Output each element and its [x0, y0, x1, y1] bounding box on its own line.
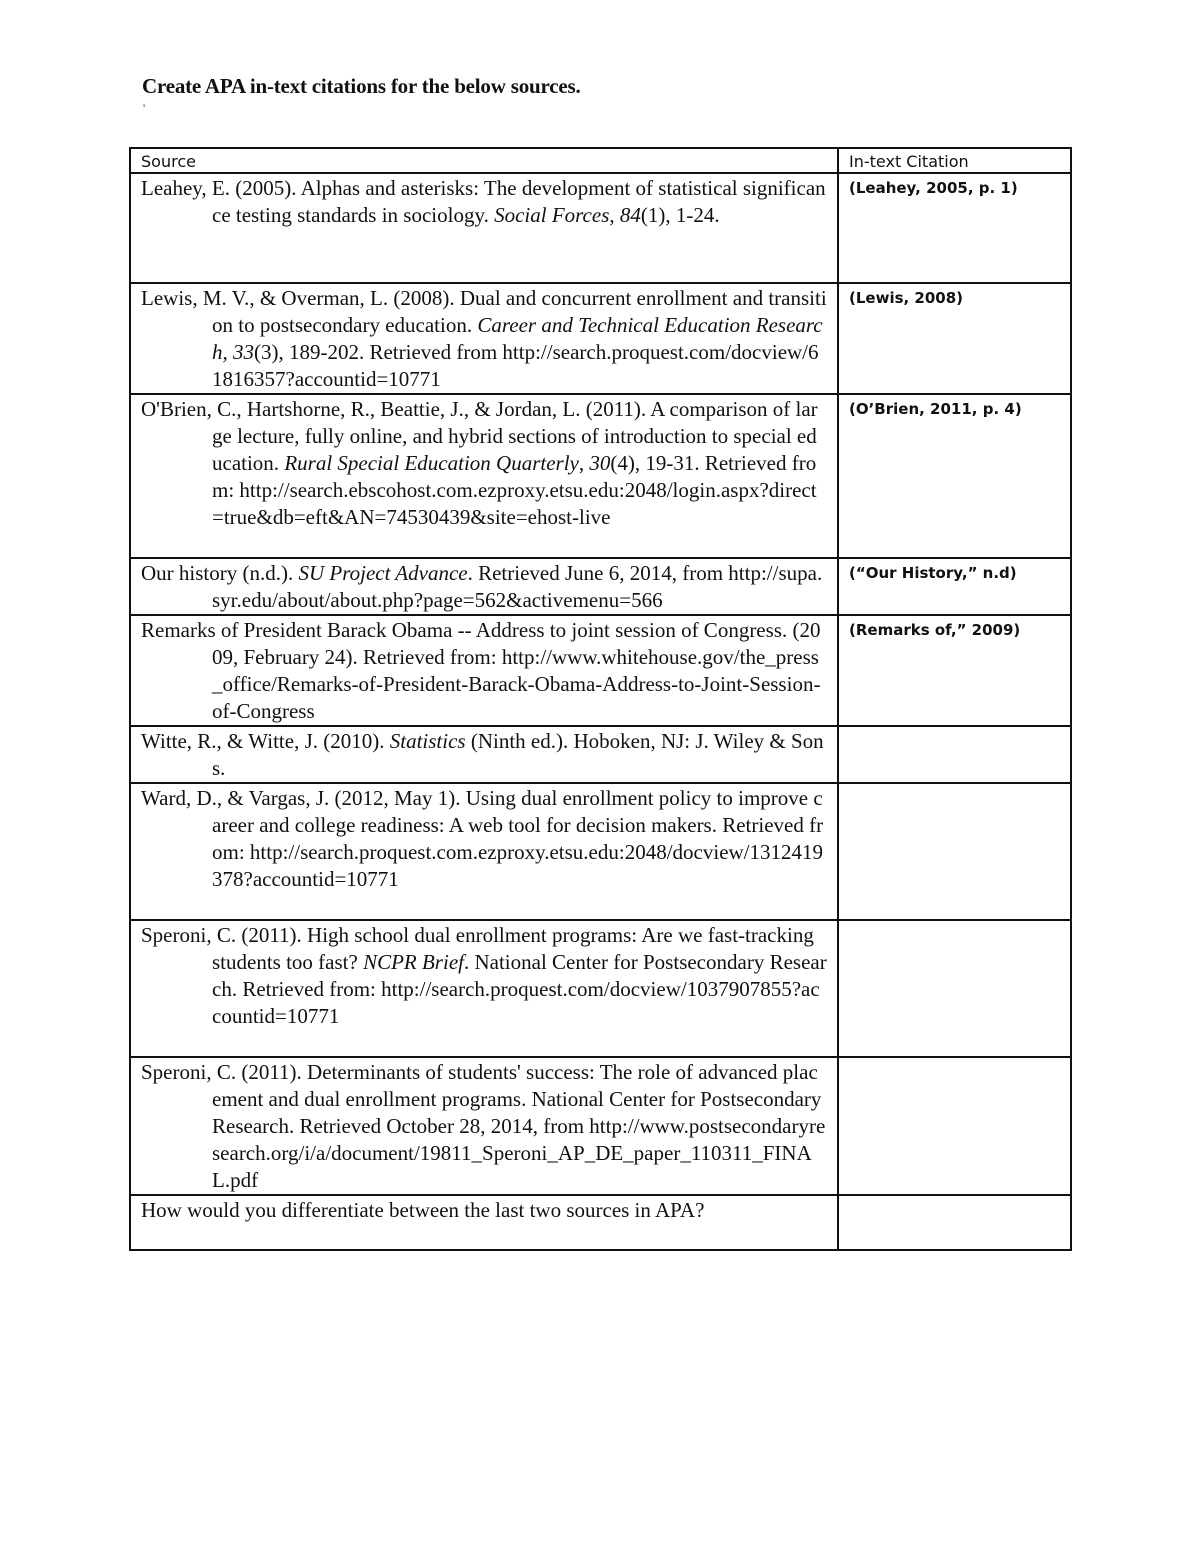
source-text: . National Center for Postsecondary Research. Retrieved from: http://search.proquest.com/docview/1037907855?accountid=10771 [212, 950, 827, 1028]
source-cell [130, 920, 838, 1057]
source-text: (4), 19-31. Retrieved from: http://search.ebscohost.com.ezproxy.etsu.edu:2048/login.aspx?direct=true&db=eft&AN=74530439&site=ehost-live [212, 451, 817, 529]
source-text: Our history (n.d.). [141, 561, 299, 585]
stray-mark: ' [143, 101, 146, 115]
header-source: Source [130, 148, 838, 173]
source-cell [130, 615, 838, 726]
source-text: . Retrieved June 6, 2014, from http://supa.syr.edu/about/about.php?page=562&activemenu=566 [212, 561, 823, 612]
source-text: Witte, R., & Witte, J. (2010). [141, 729, 390, 753]
source-cell [130, 558, 838, 615]
source-text: O'Brien, C., Hartshorne, R., Beattie, J., & Jordan, L. (2011). A comparison of large lecture, fully online, and hybrid sections of introduction to special education. [141, 397, 818, 475]
table-row [130, 173, 1071, 283]
source-text: Speroni, C. (2011). Determinants of students' success: The role of advanced placement and dual enrollment programs. National Center for Postsecondary Research. Retrieved October 28, 2014, from http://www.postsecondaryresearch.org/i/a/document/19811_Speroni_AP_DE_paper_110311_FINAL.pdf [141, 1060, 826, 1192]
source-text: , [609, 203, 620, 227]
source-text: (1), 1-24. [640, 203, 720, 227]
in-text-citation-cell[interactable] [838, 726, 1071, 783]
source-italic: NCPR Brief [363, 950, 464, 974]
source-text: Ward, D., & Vargas, J. (2012, May 1). Using dual enrollment policy to improve career and college readiness: A web tool for decision makers. Retrieved from: http://search.proquest.com.ezproxy.etsu.edu:2048/docview/1312419378?accountid=10771 [141, 786, 824, 891]
in-text-citation-cell[interactable] [838, 1195, 1071, 1250]
in-text-citation-cell[interactable]: (Remarks of,” 2009) [838, 615, 1071, 726]
source-text: , [578, 451, 590, 475]
table-row [130, 920, 1071, 1057]
table-row [130, 1057, 1071, 1195]
source-cell [130, 1057, 838, 1195]
in-text-citation-cell[interactable]: (Lewis, 2008) [838, 283, 1071, 394]
source-text: How would you differentiate between the last two sources in APA? [141, 1198, 705, 1222]
in-text-citation-cell[interactable]: (“Our History,” n.d) [838, 558, 1071, 615]
source-text: Remarks of President Barack Obama -- Address to joint session of Congress. (2009, February 24). Retrieved from: http://www.whitehouse.gov/the_press_office/Remarks-of-President-Barack-Obama-Address-to-Joint-Session-of-Congress [141, 618, 821, 723]
source-italic: SU Project Advance [298, 561, 468, 585]
citation-table [129, 147, 1072, 1251]
table-row [130, 283, 1071, 394]
source-text: Lewis, M. V., & Overman, L. (2008). Dual and concurrent enrollment and transition to postsecondary education. [141, 286, 827, 337]
table-row [130, 783, 1071, 920]
source-italic: 30 [589, 451, 611, 475]
source-cell [130, 726, 838, 783]
in-text-citation-cell[interactable]: (O’Brien, 2011, p. 4) [838, 394, 1071, 558]
source-text: (3), 189-202. Retrieved from http://search.proquest.com/docview/61816357?accountid=10771 [212, 340, 819, 391]
table-header-row [130, 148, 1071, 173]
source-italic: Statistics [389, 729, 466, 753]
source-italic: Rural Special Education Quarterly [284, 451, 579, 475]
source-text: Speroni, C. (2011). High school dual enrollment programs: Are we fast-tracking students too fast? [141, 923, 814, 974]
source-text: Leahey, E. (2005). Alphas and asterisks: The development of statistical significance testing standards in sociology. [141, 176, 826, 227]
source-cell [130, 394, 838, 558]
table-row [130, 1195, 1071, 1250]
source-italic: 84 [619, 203, 641, 227]
in-text-citation-cell[interactable] [838, 1057, 1071, 1195]
in-text-citation-cell[interactable] [838, 920, 1071, 1057]
source-cell [130, 173, 838, 283]
header-in-text-citation: In-text Citation [838, 148, 1071, 173]
in-text-citation-cell[interactable]: (Leahey, 2005, p. 1) [838, 173, 1071, 283]
source-cell [130, 283, 838, 394]
source-text: (Ninth ed.). Hoboken, NJ: J. Wiley & Sons. [212, 729, 824, 780]
source-cell [130, 783, 838, 920]
source-italic: Social Forces [494, 203, 610, 227]
source-italic: Career and Technical Education Research, 33 [212, 313, 823, 364]
table-row [130, 558, 1071, 615]
table-row [130, 394, 1071, 558]
source-cell [130, 1195, 838, 1250]
table-row [130, 615, 1071, 726]
page-title: Create APA in-text citations for the below sources. [142, 74, 581, 98]
in-text-citation-cell[interactable] [838, 783, 1071, 920]
table-row [130, 726, 1071, 783]
